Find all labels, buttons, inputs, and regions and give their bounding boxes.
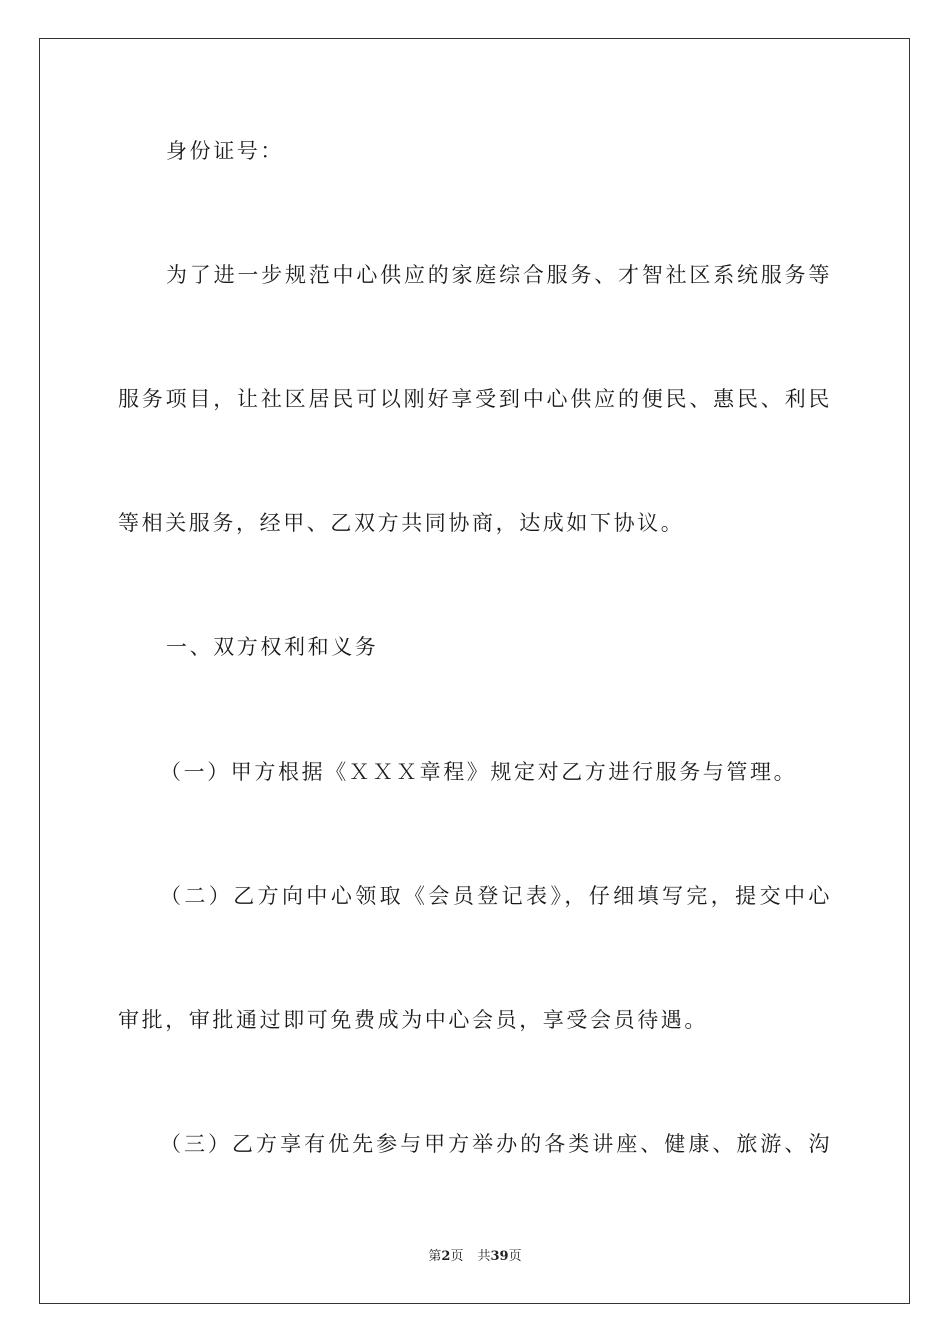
page-prefix: 第 (428, 1249, 442, 1264)
total-prefix: 共 (477, 1249, 491, 1264)
section-heading: 一、双方权利和义务 (166, 635, 379, 659)
id-number-label: 身份证号： (166, 139, 284, 163)
total-unit: 页 (508, 1249, 522, 1264)
page-current: 2 (441, 1249, 451, 1264)
clause-1-line-1: （一）甲方根据《ＸＸＸ章程》规定对乙方进行服务与管理。 (160, 760, 798, 784)
paragraph-line-3: 等相关服务，经甲、乙双方共同协商，达成如下协议。 (118, 511, 685, 535)
paragraph-line-2: 服务项目，让社区居民可以刚好享受到中心供应的便民、惠民、利民 (118, 387, 832, 411)
page-footer (0, 1248, 950, 1266)
clause-3-line-1: （三）乙方享有优先参与甲方举办的各类讲座、健康、旅游、沟 (160, 1132, 832, 1156)
page-border (39, 38, 910, 1304)
paragraph-line-1: 为了进一步规范中心供应的家庭综合服务、才智社区系统服务等 (166, 263, 832, 287)
clause-2-line-2: 审批，审批通过即可免费成为中心会员，享受会员待遇。 (118, 1008, 708, 1032)
clause-2-line-1: （二）乙方向中心领取《会员登记表》，仔细填写完，提交中心 (160, 884, 832, 908)
page-total: 39 (490, 1249, 509, 1264)
page-unit: 页 (450, 1249, 464, 1264)
